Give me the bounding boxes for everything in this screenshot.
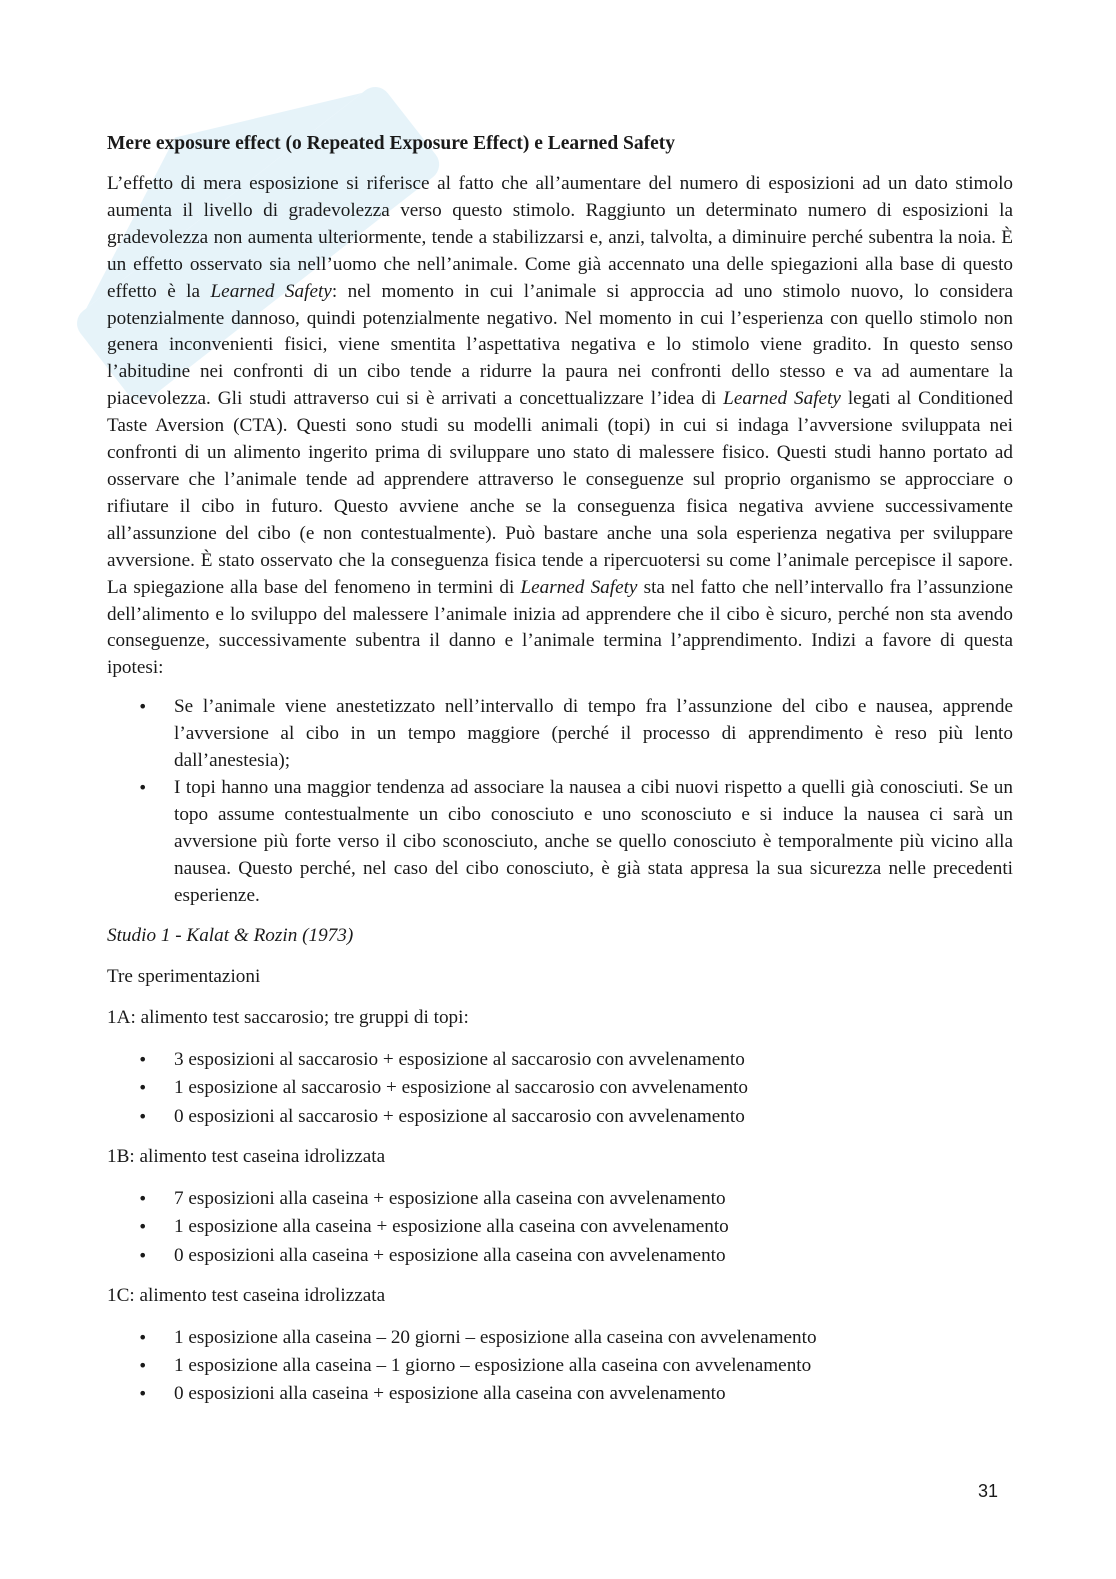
term-learned-safety: Learned Safety: [723, 388, 841, 410]
list-item: • 1 esposizione al saccarosio + esposizione al saccarosio con avvelenamento: [107, 1074, 1013, 1102]
list-item: • 3 esposizioni al saccarosio + esposizione al saccarosio con avvelenamento: [107, 1046, 1013, 1074]
group-label-1b: 1B: alimento test caseina idrolizzata: [107, 1146, 386, 1168]
study-heading: Studio 1 - Kalat & Rozin (1973): [107, 925, 354, 947]
term-learned-safety: Learned Safety: [210, 280, 332, 302]
trials-label: Tre sperimentazioni: [107, 966, 261, 988]
list-item: • 0 esposizioni al saccarosio + esposizione al saccarosio con avvelenamento: [107, 1103, 1013, 1131]
group-label-1a: 1A: alimento test saccarosio; tre gruppi di topi:: [107, 1007, 469, 1029]
list-item: • 1 esposizione alla caseina – 1 giorno – esposizione alla caseina con avvelenamento: [107, 1352, 1013, 1380]
group-list-1b: [107, 1185, 1013, 1270]
term-learned-safety: Learned Safety: [520, 576, 638, 598]
hints-list: [107, 694, 1013, 909]
list-item: • I topi hanno una maggior tendenza ad associare la nausea a cibi nuovi rispetto a quelli già conosciuti. Se un topo assume contestualmente un cibo conosciuto e uno sconosciuto e si induce la nausea ci sarà un avversione più forte verso il cibo sconosciuto, anche se quello conosciuto è temporalmente più vicino alla nausea. Questo perché, nel caso del cibo conosciuto, è già stata appresa la sua sicurezza nelle precedenti esperienze.: [107, 775, 1013, 910]
list-item: • 1 esposizione alla caseina + esposizione alla caseina con avvelenamento: [107, 1213, 1013, 1241]
list-item: • Se l’animale viene anestetizzato nell’intervallo di tempo fra l’assunzione del cibo e nausea, apprende l’avversione al cibo in un tempo maggiore (perché il processo di apprendimento è reso più lento dall’anestesia);: [107, 694, 1013, 775]
intro-paragraph: L’effetto di mera esposizione si riferisce al fatto che all’aumentare del numero di esposizioni ad un dato stimolo aumenta il livello di gradevolezza verso questo stimolo. Raggiunto un determinato numero di esposizioni la gradevolezza non aumenta ulteriormente, tende a stabilizzarsi e, anzi, talvolta, a diminuire perché subentra la noia. È un effetto osservato sia nell’uomo che nell’animale. Come già accennato una delle spiegazioni alla base di questo effetto è la Learned Safety: nel momento in cui l’animale si approccia ad uno stimolo nuovo, lo considera potenzialmente dannoso, quindi potenzialmente negativo. Nel momento in cui l’esperienza con quello stimolo non genera inconvenienti fisici, viene smentita l’aspettativa negativa e lo stimolo viene gradito. In questo senso l’abitudine nei confronti di un cibo tende a ridurre la paura nei confronti dello stesso e va ad aumentare la piacevolezza. Gli studi attraverso cui si è arrivati a concettualizzare l’idea di Learned Safety legati al Conditioned Taste Aversion (CTA). Questi sono studi su modelli animali (topi) in cui si indaga l’avversione sviluppata nei confronti di un alimento ingerito prima di sviluppare uno stato di malessere fisico. Questi studi hanno portato ad osservare che l’animale tende ad apprendere attraverso le conseguenze sul proprio organismo se approcciare o rifiutare il cibo in futuro. Questo avviene anche se la conseguenza fisica negativa avviene successivamente all’assunzione del cibo (e non contestualmente). Può bastare anche una sola esperienza negativa per sviluppare avversione. È stato osservato che la conseguenza fisica tende a ripercuotersi su come l’animale percepisce il sapore. La spiegazione alla base del fenomeno in termini di Learned Safety sta nel fatto che nell’intervallo fra l’assunzione dell’alimento e lo sviluppo del malessere l’animale inizia ad apprendere che il cibo è sicuro, perché non sta avendo conseguenze, successivamente subentra il danno e l’animale termina l’apprendimento. Indizi a favore di questa ipotesi:: [107, 173, 1013, 679]
document-body: [107, 131, 1013, 1422]
list-item: • 0 esposizioni alla caseina + esposizione alla caseina con avvelenamento: [107, 1242, 1013, 1270]
group-label-1c: 1C: alimento test caseina idrolizzata: [107, 1284, 386, 1306]
group-list-1c: [107, 1324, 1013, 1409]
list-item: • 0 esposizioni alla caseina + esposizione alla caseina con avvelenamento: [107, 1380, 1013, 1408]
list-item: • 1 esposizione alla caseina – 20 giorni – esposizione alla caseina con avvelenamento: [107, 1324, 1013, 1352]
list-item: • 7 esposizioni alla caseina + esposizione alla caseina con avvelenamento: [107, 1185, 1013, 1213]
page-number: 31: [978, 1481, 999, 1501]
group-list-1a: [107, 1046, 1013, 1131]
section-title: Mere exposure effect (o Repeated Exposure Effect) e Learned Safety: [107, 133, 676, 154]
